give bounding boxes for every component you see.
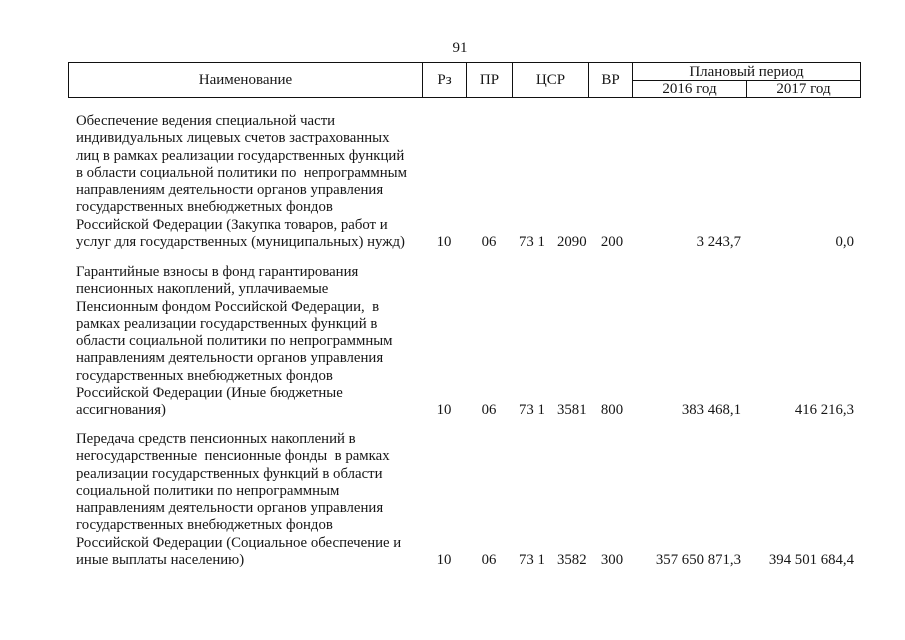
header-pr-cell	[466, 62, 513, 98]
name-line: в области социальной политики по непрограммным	[76, 164, 407, 181]
header-year-2-cell	[746, 80, 861, 98]
amount-year-2: 416 216,3	[794, 402, 854, 419]
table-row	[0, 264, 905, 420]
header-name-label: Наименование	[198, 72, 293, 88]
row-name	[76, 264, 421, 420]
header-year-1-label: 2016 год	[662, 81, 717, 97]
rz-value: 10	[436, 234, 452, 251]
header-year-1-cell	[632, 80, 747, 98]
name-line: Российской Федерации (Закупка товаров, работ и	[76, 216, 388, 233]
name-line: негосударственные пенсионные фонды в рамках	[76, 448, 390, 465]
csr-direction-value: 3582	[557, 552, 587, 569]
header-name-cell	[68, 62, 423, 98]
rz-value: 10	[436, 552, 452, 569]
name-line: пенсионных накоплений, уплачиваемые	[76, 281, 329, 298]
table-row	[0, 431, 905, 569]
name-line: направлениям деятельности органов управления	[76, 182, 384, 199]
csr-program-value: 73 1	[519, 402, 545, 419]
header-rz-label: Рз	[437, 72, 452, 88]
amount-year-1: 357 650 871,3	[655, 552, 741, 569]
row-name	[76, 113, 421, 251]
amount-year-1: 383 468,1	[681, 402, 741, 419]
name-line: государственных внебюджетных фондов	[76, 199, 333, 216]
header-rz-cell	[422, 62, 467, 98]
amount-year-2: 0,0	[835, 234, 854, 251]
csr-program-value: 73 1	[519, 552, 545, 569]
table-row	[0, 113, 905, 251]
name-line: Российской Федерации (Социальное обеспечение и	[76, 534, 402, 551]
pr-value: 06	[481, 552, 497, 569]
header-planned-period-label: Плановый период	[689, 63, 804, 80]
amount-year-2: 394 501 684,4	[768, 552, 854, 569]
vr-value: 300	[600, 552, 624, 569]
csr-direction-value: 2090	[557, 234, 587, 251]
name-line: услуг для государственных (муниципальных) нужд)	[76, 234, 405, 251]
pr-value: 06	[481, 234, 497, 251]
pr-value: 06	[481, 402, 497, 419]
vr-value: 800	[600, 402, 624, 419]
header-year-2-label: 2017 год	[776, 81, 831, 97]
name-line: государственных внебюджетных фондов	[76, 367, 333, 384]
name-line: ассигнования)	[76, 402, 166, 419]
name-line: социальной политики по непрограммным	[76, 482, 340, 499]
name-line: Передача средств пенсионных накоплений в	[76, 431, 356, 447]
name-line: иные выплаты населению)	[76, 552, 245, 569]
name-line: реализации государственных функций в области	[76, 465, 383, 482]
csr-direction-value: 3581	[557, 402, 587, 419]
name-line: лиц в рамках реализации государственных функций	[76, 147, 405, 164]
header-pr-label: ПР	[479, 72, 500, 88]
name-line: рамках реализации государственных функций в	[76, 315, 378, 332]
header-csr-label: ЦСР	[535, 72, 566, 88]
header-csr-cell	[512, 62, 589, 98]
row-name	[76, 431, 421, 569]
header-planned-period-cell	[632, 62, 861, 81]
name-line: направлениям деятельности органов управления	[76, 500, 384, 517]
name-line: направлениям деятельности органов управления	[76, 350, 384, 367]
amount-year-1: 3 243,7	[696, 234, 741, 251]
name-line: Обеспечение ведения специальной части	[76, 113, 336, 129]
page-number: 91	[452, 40, 468, 56]
name-line: Пенсионным фондом Российской Федерации, в	[76, 298, 380, 315]
header-vr-cell	[588, 62, 633, 98]
header-vr-label: ВР	[601, 72, 620, 88]
name-line: индивидуальных лицевых счетов застрахованных	[76, 130, 390, 147]
name-line: Российской Федерации (Иные бюджетные	[76, 385, 343, 402]
name-line: области социальной политики по непрограммным	[76, 333, 393, 350]
csr-program-value: 73 1	[519, 234, 545, 251]
vr-value: 200	[600, 234, 624, 251]
name-line: Гарантийные взносы в фонд гарантирования	[76, 264, 359, 280]
rz-value: 10	[436, 402, 452, 419]
name-line: государственных внебюджетных фондов	[76, 517, 333, 534]
